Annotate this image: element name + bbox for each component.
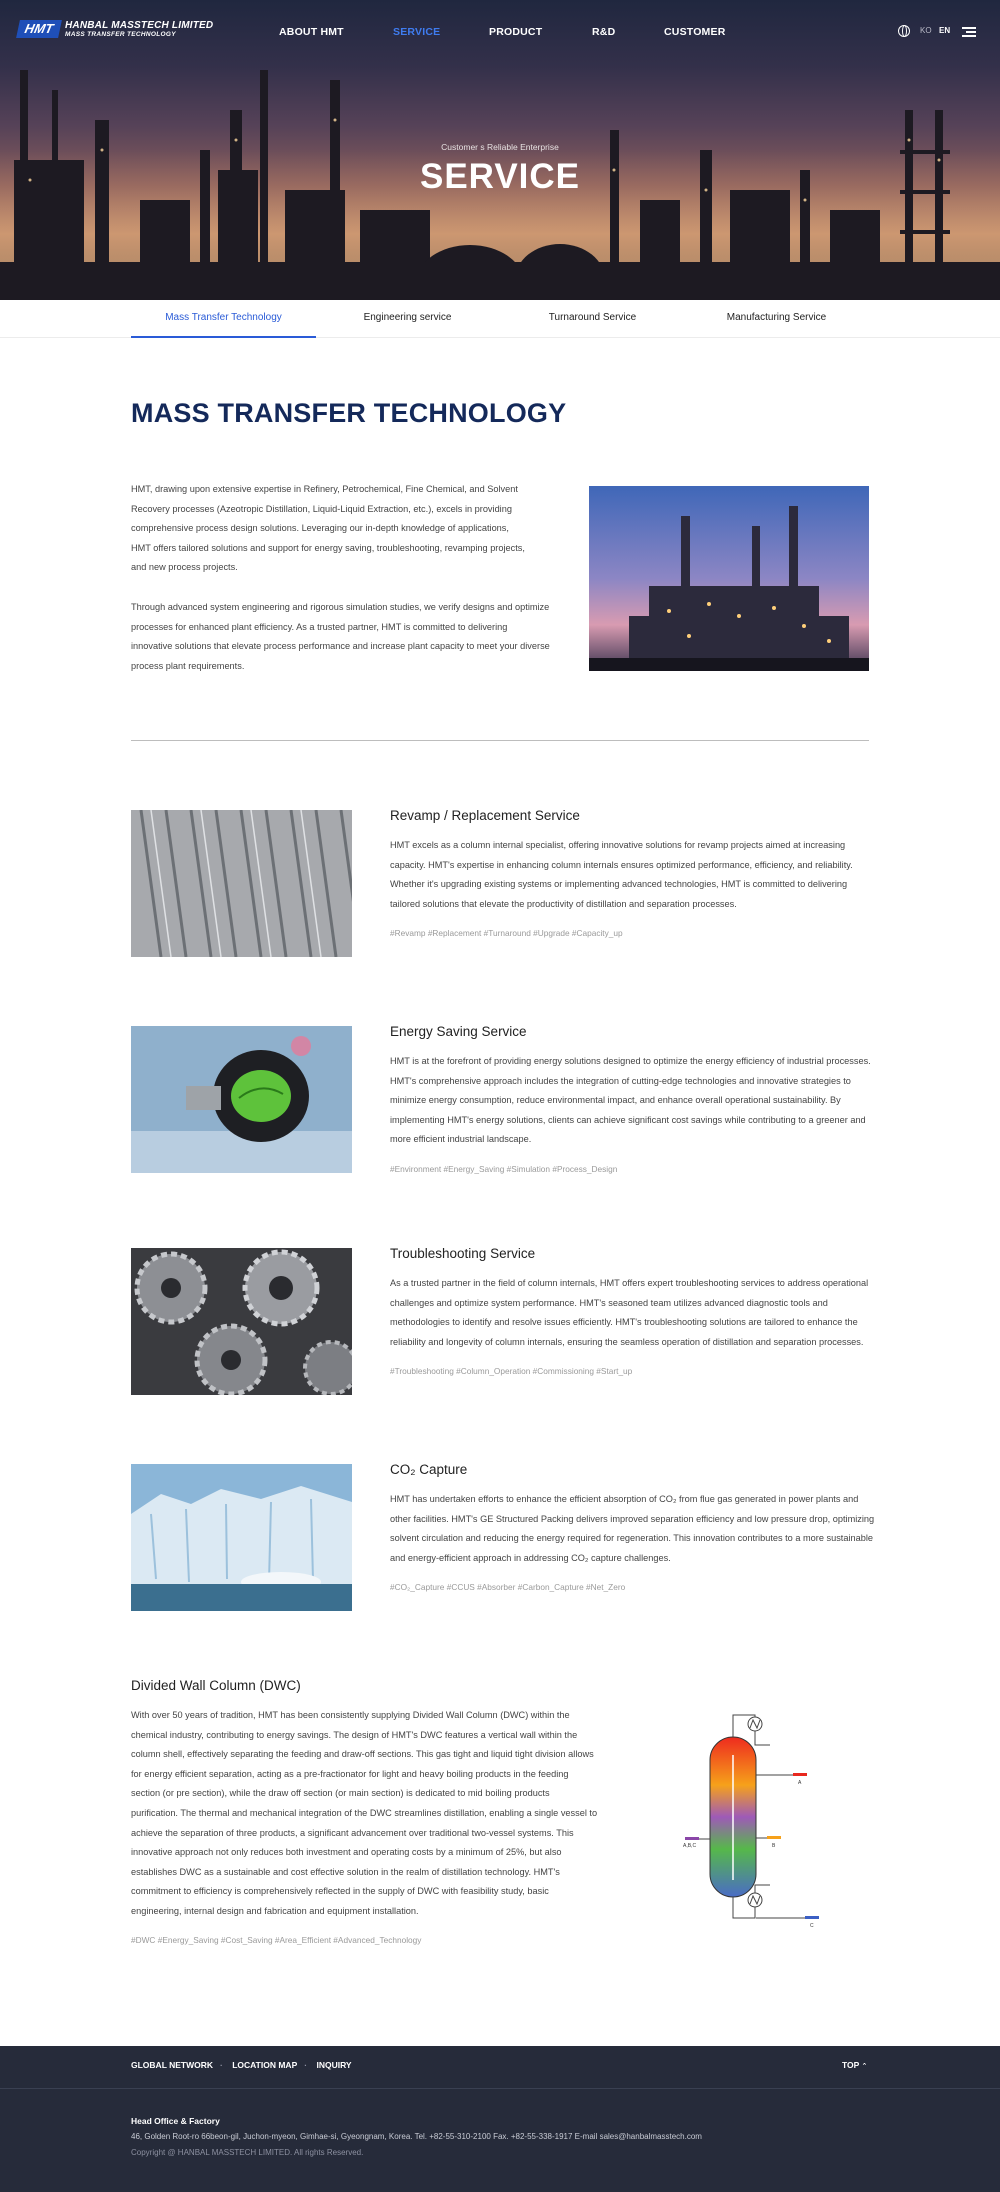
dwc-diagram (675, 1700, 825, 1935)
tab-manufacturing[interactable]: Manufacturing Service (726, 312, 827, 323)
footer-office-heading: Head Office & Factory (131, 2116, 220, 2126)
lang-en[interactable]: EN (939, 26, 951, 35)
service-tabs (0, 300, 1000, 338)
dwc-label-top: A (798, 1780, 802, 1786)
section-divider (131, 740, 869, 741)
section-title: MASS TRANSFER TECHNOLOGY (131, 398, 567, 428)
tab-turnaround[interactable]: Turnaround Service (548, 312, 637, 323)
service-text-energy: HMT is at the forefront of providing energy solutions designed to optimize the energy efficiency of industrial processes. HMT's comprehensive approach includes the integration of cutting-edge technologies and innovative strategies to minimize energy consumption, reduce environmental impact, and enhance overall operational sustainability. By implementing HMT's energy solutions, clients can achieve significant cost savings while contributing to a greener and more efficient industrial landscape. (390, 1056, 871, 1145)
service-tags-troubleshooting: #Troubleshooting #Column_Operation #Commissioning #Start_up (390, 1366, 633, 1376)
hero-title: SERVICE (419, 157, 581, 196)
service-text-troubleshooting: As a trusted partner in the field of column internals, HMT offers expert troubleshooting services to address operational challenges and optimize system performance. HMT's seasoned team utilizes advanced diagnostic tools and methodologies to identify and resolve issues efficiently. HMT's troubleshooting solutions are tailored to enhance the reliability and longevity of column internals, ensuring the seamless operation of distillation and separation processes. (390, 1278, 869, 1347)
gears-image (131, 1248, 352, 1395)
service-title-revamp: Revamp / Replacement Service (390, 808, 580, 823)
logo-tagline: MASS TRANSFER TECHNOLOGY (65, 31, 176, 38)
hero-banner (0, 0, 1000, 300)
service-tags-revamp: #Revamp #Replacement #Turnaround #Upgrade #Capacity_up (390, 928, 623, 938)
hero-subtitle: Customer s Reliable Enterprise (441, 142, 559, 152)
nav-product[interactable]: PRODUCT (489, 26, 543, 38)
dwc-title: Divided Wall Column (DWC) (131, 1678, 301, 1693)
logo-name: HANBAL MASSTECH LIMITED (65, 20, 214, 31)
service-title-troubleshooting: Troubleshooting Service (390, 1246, 536, 1261)
top-navigation (0, 0, 1000, 64)
tab-engineering[interactable]: Engineering service (363, 312, 452, 323)
glacier-image (131, 1464, 352, 1611)
dwc-text: With over 50 years of tradition, HMT has been consistently supplying Divided Wall Column (DWC) within the chemical industry, contributing to energy savings. The design of HMT's DWC features a vertical wall within the column shell, effectively separating the feeding and draw-off sections. This gas tight and liquid tight division allows for energy efficient separation, acting as a pre-fractionator for light and heavy boiling products in the feeding section (or pre section), while the draw off section (or main section) is dedicated to mid boiling products purification. The thermal and mechanical integration of the DWC streamlines distillation, enabling a single vessel to achieve the separation of three products, a significant advancement over traditional two-vessel systems. This innovative approach not only reduces both investment and operating costs by a minimum of 25%, but also establishes DWC as a sustainable and cost effective solution in the realm of distillation technology. HMT's commitment to efficiency is comprehensively reflected in the supply of DWC with feasibility study, basic engineering, internal design and fabrication and equipment installation. (131, 1710, 598, 1916)
nav-customer[interactable]: CUSTOMER (664, 26, 726, 38)
energy-saving-image (131, 1026, 352, 1173)
revamp-image (131, 810, 352, 957)
tab-mass-transfer[interactable]: Mass Transfer Technology (131, 300, 316, 338)
globe-icon[interactable] (898, 25, 910, 37)
hamburger-menu-icon[interactable] (962, 27, 976, 37)
logo-mark: HMT (16, 20, 62, 38)
chevron-up-icon: ⌃ (861, 2063, 868, 2070)
service-title-co2: CO₂ Capture (390, 1462, 468, 1477)
site-footer (0, 2046, 1000, 2192)
nav-about[interactable]: ABOUT HMT (279, 26, 344, 38)
footer-links: GLOBAL NETWORK · LOCATION MAP · INQUIRY (131, 2060, 352, 2070)
dwc-label-bottom: C (810, 1923, 814, 1929)
service-title-energy: Energy Saving Service (390, 1024, 527, 1039)
service-text-co2: HMT has undertaken efforts to enhance the efficient absorption of CO₂ from flue gas generated in power plants and other facilities. HMT's GE Structured Packing delivers improved separation efficiency and low pressure drop, optimizing solvent circulation and reducing the energy required for regeneration. This innovation contributes to a more sustainable and energy-efficient approach in addressing CO₂ capture challenges. (390, 1494, 875, 1563)
footer-link-inquiry[interactable]: INQUIRY (316, 2060, 352, 2070)
dwc-label-feed: A,B,C (683, 1843, 697, 1849)
intro-paragraph-2: Through advanced system engineering and rigorous simulation studies, we verify designs and optimize processes for enhanced plant efficiency. As a trusted partner, HMT is committed to delivering innovative solutions that elevate process performance and increase plant capacity to meet your diverse process plant requirements. (131, 602, 550, 671)
footer-copyright: Copyright @ HANBAL MASSTECH LIMITED. All rights Reserved. (131, 2148, 364, 2157)
footer-link-location-map[interactable]: LOCATION MAP (232, 2060, 298, 2070)
company-logo[interactable] (18, 20, 213, 38)
nav-service[interactable]: SERVICE (393, 26, 441, 38)
dwc-tags: #DWC #Energy_Saving #Cost_Saving #Area_Efficient #Advanced_Technology (131, 1935, 422, 1945)
back-to-top-button[interactable]: TOP ⌃ (842, 2060, 868, 2070)
service-tags-energy: #Environment #Energy_Saving #Simulation #Process_Design (390, 1164, 618, 1174)
nav-rnd[interactable]: R&D (592, 26, 616, 38)
footer-address: 46, Golden Root-ro 66beon-gil, Juchon-myeon, Gimhae-si, Gyeongnam, Korea. Tel. +82-55-310-2100 Fax. +82-55-338-1917 E-mail sales@hanbalmasstech.com (131, 2132, 702, 2141)
footer-link-global-network[interactable]: GLOBAL NETWORK (131, 2060, 214, 2070)
footer-divider (0, 2088, 1000, 2089)
lang-ko[interactable]: KO (920, 26, 932, 35)
service-text-revamp: HMT excels as a column internal specialist, offering innovative solutions for revamp projects aimed at increasing capacity. HMT's expertise in enhancing column internals ensures optimized performance, efficiency, and reliability. Whether it's upgrading existing systems or implementing advanced technologies, HMT is committed to delivering tailored solutions that elevate the productivity of distillation and separation processes. (390, 840, 853, 909)
service-tags-co2: #CO₂_Capture #CCUS #Absorber #Carbon_Capture #Net_Zero (390, 1582, 626, 1592)
power-plant-photo (589, 486, 869, 671)
dwc-label-side: B (772, 1843, 776, 1849)
intro-paragraph-1: HMT, drawing upon extensive expertise in Refinery, Petrochemical, Fine Chemical, and Solvent Recovery processes (Azeotropic Distillation, Liquid-Liquid Extraction, etc.), excels in providing comprehensive process design solutions. Leveraging our in-depth knowledge of applications, HMT offers tailored solutions and support for energy saving, troubleshooting, revamping projects, and new process projects. (131, 484, 525, 573)
